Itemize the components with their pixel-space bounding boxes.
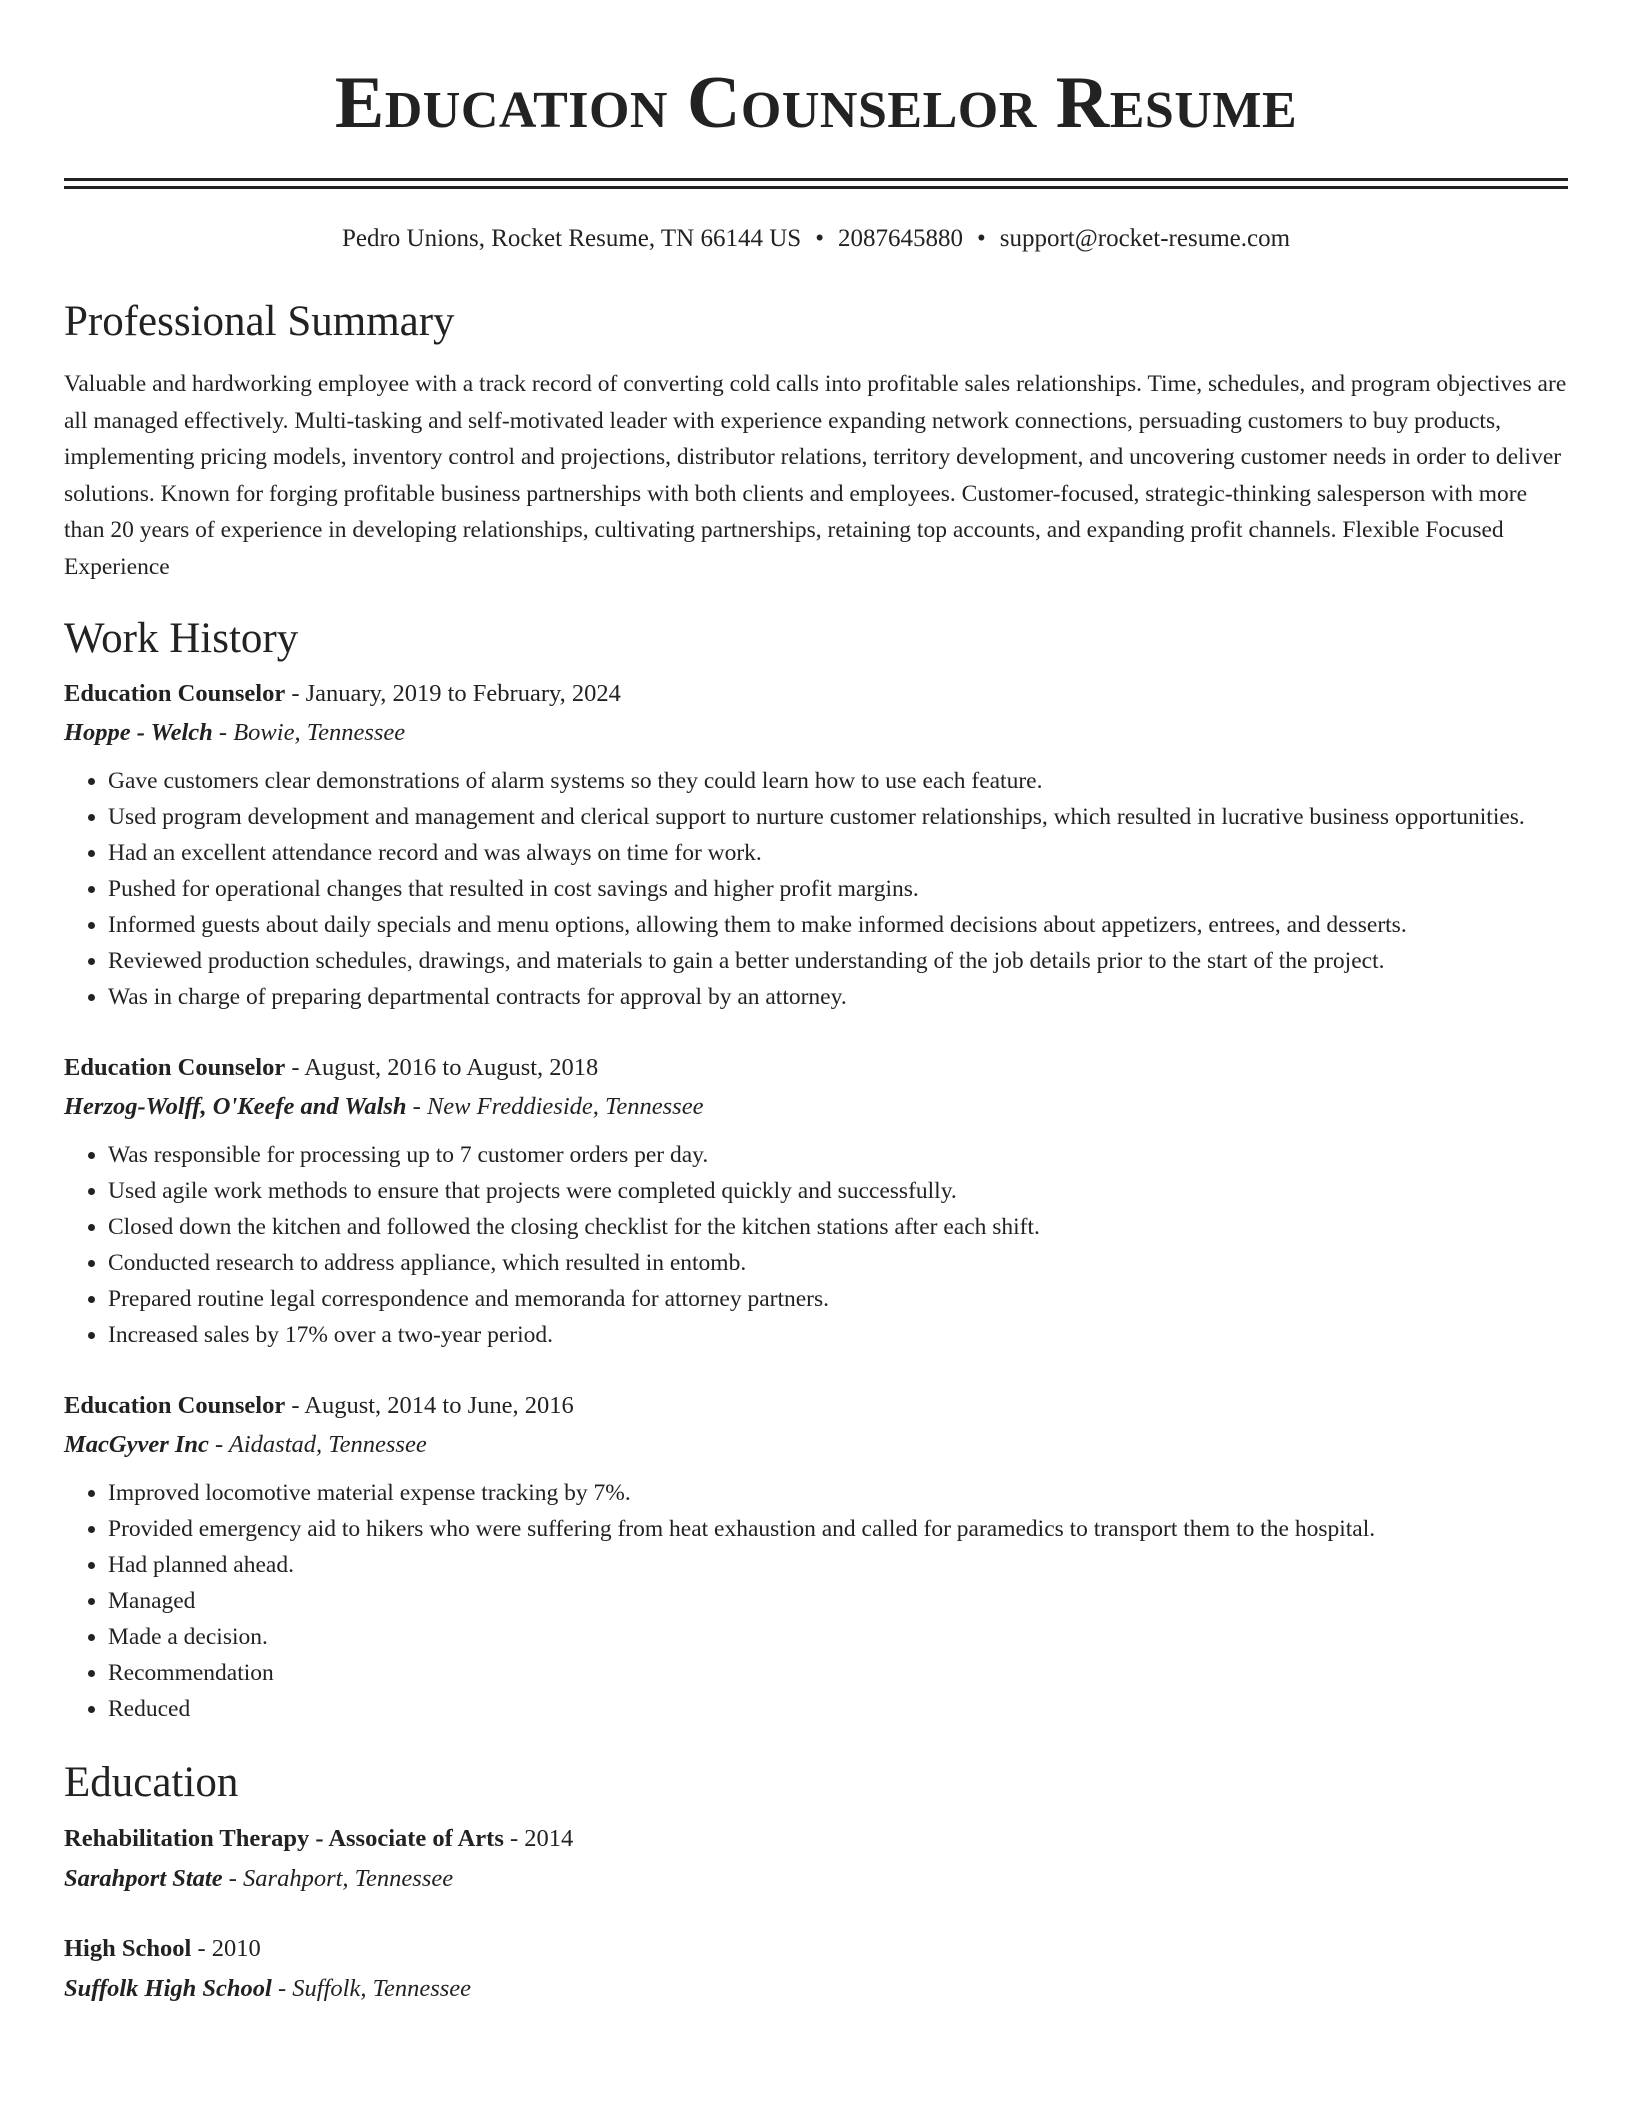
school-name: Suffolk High School	[64, 1975, 272, 2002]
employer-location: - New Freddieside, Tennessee	[406, 1093, 704, 1120]
school-location: - Sarahport, Tennessee	[222, 1865, 454, 1892]
job-title-line	[64, 1049, 1568, 1087]
degree-name: Rehabilitation Therapy - Associate of Arts	[64, 1825, 504, 1852]
job-bullet: • Informed guests about daily specials and menu options, allowing them to make informed decisions about appetizers, entrees, and desserts.	[108, 907, 1568, 943]
job-dates: - August, 2014 to June, 2016	[285, 1392, 574, 1419]
education-entry	[64, 1929, 1568, 2009]
contact-separator: •	[815, 225, 824, 252]
degree-line	[64, 1819, 1568, 1859]
job-title-line	[64, 675, 1568, 713]
employer-name: Herzog-Wolff, O'Keefe and Walsh	[64, 1093, 407, 1120]
job-entry	[64, 675, 1568, 1015]
job-bullet-list	[64, 1137, 1568, 1353]
employer-line	[64, 1087, 1568, 1127]
resume-title: Education Counselor Resume	[334, 62, 1298, 144]
job-bullet: • Increased sales by 17% over a two-year period.	[108, 1317, 1568, 1353]
job-entry	[64, 1387, 1568, 1727]
school-line	[64, 1859, 1568, 1899]
job-bullet: • Reviewed production schedules, drawings, and materials to gain a better understanding of the job details prior to the start of the project.	[108, 943, 1568, 979]
education-entry	[64, 1819, 1568, 1899]
summary-text: Valuable and hardworking employee with a track record of converting cold calls into profitable sales relationships. Time, schedules, and program objectives are all managed effectively. Multi-tasking and self-motivated leader with experience expanding network connections, persuading customers to buy products, implementing pricing models, inventory control and projections, distributor relations, territory development, and uncovering customer needs in order to deliver solutions. Known for forging profitable business partnerships with both clients and employees. Customer-focused, strategic-thinking salesperson with more than 20 years of experience in developing relationships, cultivating partnerships, retaining top accounts, and expanding profit channels. Flexible Focused Experience	[64, 371, 1567, 580]
job-entry	[64, 1049, 1568, 1353]
job-bullet: • Prepared routine legal correspondence and memoranda for attorney partners.	[108, 1281, 1568, 1317]
degree-name: High School	[64, 1935, 192, 1962]
work-history-heading: Work History	[64, 615, 299, 662]
contact-email: support@rocket-resume.com	[999, 225, 1291, 252]
job-bullet: • Had an excellent attendance record and was always on time for work.	[108, 835, 1568, 871]
employer-line	[64, 1425, 1568, 1465]
job-title: Education Counselor	[64, 680, 286, 707]
job-bullet: • Provided emergency aid to hikers who were suffering from heat exhaustion and called for paramedics to transport them to the hospital.	[108, 1511, 1568, 1547]
job-bullet: • Closed down the kitchen and followed the closing checklist for the kitchen stations after each shift.	[108, 1209, 1568, 1245]
job-bullet: • Reduced	[108, 1691, 1568, 1727]
school-location: - Suffolk, Tennessee	[271, 1975, 472, 2002]
job-dates: - January, 2019 to February, 2024	[285, 680, 621, 707]
job-title: Education Counselor	[64, 1392, 286, 1419]
job-bullet: • Gave customers clear demonstrations of alarm systems so they could learn how to use each feature.	[108, 763, 1568, 799]
employer-name: Hoppe - Welch	[64, 719, 213, 746]
degree-line	[64, 1929, 1568, 1969]
degree-year: - 2014	[503, 1825, 574, 1852]
job-bullet: • Was in charge of preparing departmental contracts for approval by an attorney.	[108, 979, 1568, 1015]
school-line	[64, 1969, 1568, 2009]
job-bullet: • Had planned ahead.	[108, 1547, 1568, 1583]
job-dates: - August, 2016 to August, 2018	[285, 1054, 599, 1081]
title-double-rule	[64, 178, 1568, 189]
job-bullet: • Was responsible for processing up to 7 customer orders per day.	[108, 1137, 1568, 1173]
job-bullet: • Improved locomotive material expense tracking by 7%.	[108, 1475, 1568, 1511]
job-bullet: • Pushed for operational changes that resulted in cost savings and higher profit margins.	[108, 871, 1568, 907]
education-heading: Education	[64, 1759, 239, 1806]
employer-name: MacGyver Inc	[64, 1431, 209, 1458]
job-bullet: • Managed	[108, 1583, 1568, 1619]
employer-location: - Aidastad, Tennessee	[208, 1431, 427, 1458]
job-title-line	[64, 1387, 1568, 1425]
employer-location: - Bowie, Tennessee	[212, 719, 406, 746]
summary-heading: Professional Summary	[64, 298, 455, 345]
job-bullet: • Conducted research to address appliance, which resulted in entomb.	[108, 1245, 1568, 1281]
contact-line	[64, 224, 1568, 254]
job-bullet: • Used agile work methods to ensure that projects were completed quickly and successfully.	[108, 1173, 1568, 1209]
job-title: Education Counselor	[64, 1054, 286, 1081]
school-name: Sarahport State	[64, 1865, 223, 1892]
job-bullet: • Recommendation	[108, 1655, 1568, 1691]
contact-phone: 2087645880	[837, 225, 963, 252]
contact-address: Pedro Unions, Rocket Resume, TN 66144 US	[341, 225, 802, 252]
contact-separator: •	[976, 225, 986, 252]
employer-line	[64, 713, 1568, 753]
degree-year: - 2010	[191, 1935, 261, 1962]
job-bullet: • Made a decision.	[108, 1619, 1568, 1655]
job-bullet-list	[64, 763, 1568, 1015]
job-bullet-list	[64, 1475, 1568, 1727]
job-bullet: • Used program development and management and clerical support to nurture customer relationships, which resulted in lucrative business opportunities.	[108, 799, 1568, 835]
